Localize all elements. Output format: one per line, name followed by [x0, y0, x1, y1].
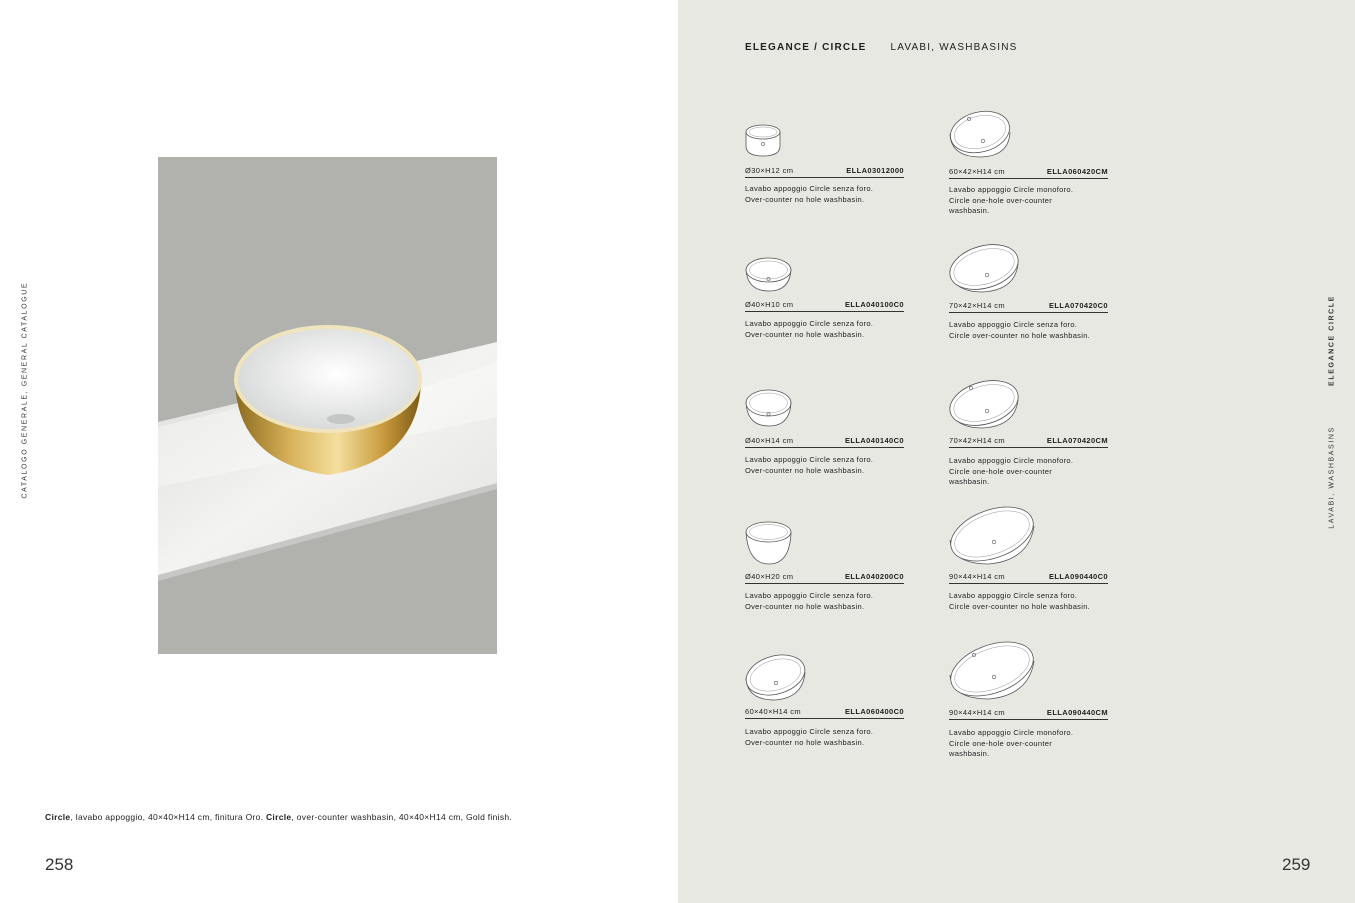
desc-line: Circle one-hole over-counter — [949, 738, 1053, 748]
desc-line: Lavabo appoggio Circle senza foro. — [745, 455, 874, 464]
spec-row — [949, 708, 1108, 720]
header-brand: ELEGANCE / CIRCLE — [745, 42, 867, 53]
round-washbasin-icon — [745, 257, 795, 293]
catalogue-side-label: CATALOGO GENERALE, GENERAL CATALOGUE — [21, 281, 29, 499]
photo-caption — [45, 812, 512, 822]
category-side-label: LAVABI, WASHBASINS — [1328, 426, 1336, 529]
header-category: LAVABI, WASHBASINS — [890, 42, 1018, 53]
spec-row — [745, 166, 904, 178]
product-description — [949, 456, 1114, 488]
dimensions: Ø40×H10 cm — [745, 300, 794, 309]
product-code: ELLA040100C0 — [845, 300, 904, 309]
desc-line: Lavabo appoggio Circle monoforo. — [949, 456, 1074, 465]
product-description — [745, 455, 910, 476]
product-description — [949, 185, 1114, 217]
oval-washbasin-icon — [745, 652, 809, 702]
dimensions: 70×42×H14 cm — [949, 436, 1006, 445]
collection-side-label: ELEGANCE CIRCLE — [1328, 295, 1336, 386]
spec-row — [745, 300, 904, 312]
desc-line: Over-counter no hole washbasin. — [745, 329, 865, 339]
round-washbasin-icon — [745, 388, 795, 428]
product-code: ELLA040140C0 — [845, 436, 904, 445]
desc-line: Lavabo appoggio Circle senza foro. — [745, 184, 874, 193]
product-code: ELLA060420CM — [1046, 167, 1108, 176]
oval-washbasin-one-hole-icon — [949, 378, 1021, 430]
product-description — [949, 320, 1114, 341]
product-code: ELLA03012000 — [846, 166, 904, 175]
product-code: ELLA070420CM — [1046, 436, 1108, 445]
spec-row — [949, 572, 1108, 584]
spec-row — [949, 301, 1108, 313]
product-description — [949, 591, 1114, 612]
large-oval-washbasin-one-hole-icon — [949, 639, 1037, 701]
spec-row — [745, 572, 904, 584]
desc-line: Lavabo appoggio Circle senza foro. — [745, 591, 874, 600]
caption-name-it: Circle — [45, 812, 71, 822]
page-number-right: 259 — [1282, 855, 1311, 874]
desc-line: Circle over-counter no hole washbasin. — [949, 330, 1091, 340]
desc-line: Lavabo appoggio Circle senza foro. — [949, 591, 1078, 600]
desc-line: Over-counter no hole washbasin. — [745, 194, 865, 204]
spec-row — [949, 436, 1108, 448]
desc-line: Circle over-counter no hole washbasin. — [949, 601, 1091, 611]
product-description — [745, 591, 910, 612]
desc-line: Lavabo appoggio Circle monoforo. — [949, 728, 1074, 737]
product-code: ELLA060400C0 — [845, 707, 904, 716]
caption-text-en: , over-counter washbasin, 40×40×H14 cm, Gold finish. — [291, 812, 513, 822]
spec-row — [949, 167, 1108, 179]
product-code: ELLA090440CM — [1046, 708, 1108, 717]
large-oval-washbasin-icon — [949, 504, 1037, 566]
desc-line: Lavabo appoggio Circle senza foro. — [949, 320, 1078, 329]
product-description — [745, 319, 910, 340]
dimensions: 90×44×H14 cm — [949, 572, 1006, 581]
desc-line: Lavabo appoggio Circle senza foro. — [745, 319, 874, 328]
round-washbasin-icon — [745, 122, 785, 158]
desc-line: Over-counter no hole washbasin. — [745, 465, 865, 475]
spec-row — [745, 707, 904, 719]
gold-washbasin-illustration — [158, 157, 497, 654]
desc-line: Lavabo appoggio Circle monoforo. — [949, 185, 1074, 194]
product-code: ELLA090440C0 — [1049, 572, 1108, 581]
deep-bowl-washbasin-icon — [745, 520, 795, 566]
dimensions: 70×42×H14 cm — [949, 301, 1006, 310]
desc-line: Lavabo appoggio Circle senza foro. — [745, 727, 874, 736]
dimensions: 60×40×H14 cm — [745, 707, 802, 716]
desc-line: Over-counter no hole washbasin. — [745, 601, 865, 611]
product-photo — [158, 157, 497, 654]
page-number-left: 258 — [45, 855, 74, 874]
oval-washbasin-one-hole-icon — [949, 110, 1013, 160]
product-code: ELLA040200C0 — [845, 572, 904, 581]
desc-line: washbasin. — [949, 206, 990, 215]
desc-line: washbasin. — [949, 477, 990, 486]
caption-name-en: Circle — [265, 812, 292, 822]
oval-washbasin-icon — [949, 242, 1021, 294]
page-header — [745, 42, 1018, 53]
product-code: ELLA070420C0 — [1049, 301, 1108, 310]
desc-line: washbasin. — [949, 749, 990, 758]
product-description — [745, 184, 910, 205]
caption-text-it: , lavabo appoggio, 40×40×H14 cm, finitura Oro. — [70, 812, 266, 822]
desc-line: Circle one-hole over-counter — [949, 466, 1053, 476]
spec-row — [745, 436, 904, 448]
product-description — [949, 728, 1114, 760]
dimensions: Ø40×H20 cm — [745, 572, 794, 581]
dimensions: 90×44×H14 cm — [949, 708, 1006, 717]
desc-line: Circle one-hole over-counter — [949, 195, 1053, 205]
product-description — [745, 727, 910, 748]
dimensions: Ø30×H12 cm — [745, 166, 794, 175]
dimensions: Ø40×H14 cm — [745, 436, 794, 445]
dimensions: 60×42×H14 cm — [949, 167, 1006, 176]
desc-line: Over-counter no hole washbasin. — [745, 737, 865, 747]
